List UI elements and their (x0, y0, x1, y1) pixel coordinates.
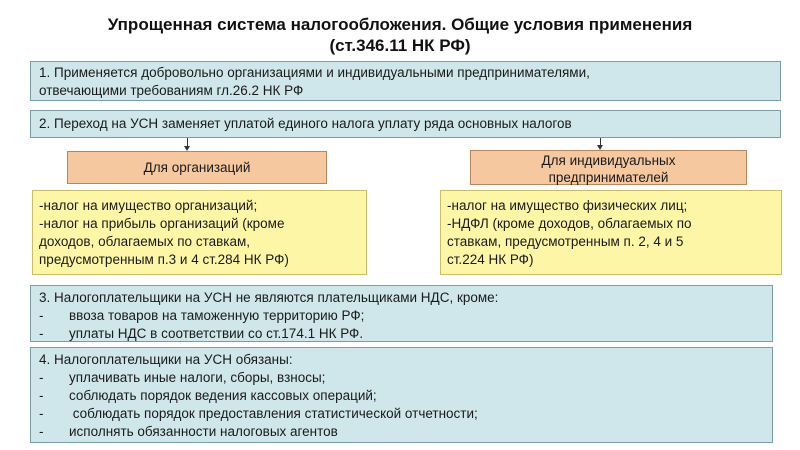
condition-3-heading: 3. Налогоплательщики на УСН не являются плательщиками НДС, кроме: (39, 290, 499, 305)
condition-3-box (30, 285, 773, 342)
organizations-header (67, 151, 327, 184)
list-item (39, 325, 764, 343)
page-title (0, 14, 800, 56)
entrepreneurs-tax-line: ставкам, предусмотренным п. 2, 4 и 5 (447, 234, 684, 249)
organizations-label: Для организаций (143, 160, 251, 175)
condition-1-box (30, 61, 781, 101)
list-item-text: исполнять обязанности налоговых агентов (69, 424, 338, 439)
condition-1-line-2: отвечающими требованиям гл.26.2 НК РФ (39, 83, 304, 98)
condition-2-box (30, 110, 781, 138)
dash-bullet: - (39, 424, 44, 439)
list-item (39, 307, 764, 325)
entrepreneurs-label-line-1: Для индивидуальных (541, 153, 676, 168)
dash-bullet: - (39, 308, 44, 323)
dash-bullet: - (39, 326, 44, 341)
entrepreneurs-header (470, 150, 747, 185)
title-line-1: Упрощенная система налогообложения. Общие условия применения (107, 15, 693, 34)
dash-bullet: - (39, 406, 44, 421)
list-item-text: уплаты НДС в соответствии со ст.174.1 НК РФ. (69, 326, 364, 341)
list-item-text: ввоза товаров на таможенную территорию РФ; (69, 308, 365, 323)
organizations-tax-line: предусмотренным п.3 и 4 ст.284 НК РФ) (39, 252, 289, 267)
condition-2-text: 2. Переход на УСН заменяет уплатой единого налога уплату ряда основных налогов (39, 116, 572, 131)
list-item (39, 423, 764, 441)
list-item (39, 387, 764, 405)
entrepreneurs-tax-line: -налог на имущество физических лиц; (447, 198, 688, 213)
organizations-tax-line: -налог на прибыль организаций (кроме (39, 216, 285, 231)
entrepreneurs-taxes-box (440, 190, 782, 275)
condition-1-line-1: 1. Применяется добровольно организациями и индивидуальными предпринимателями, (39, 65, 590, 80)
dash-bullet: - (39, 388, 44, 403)
title-line-2: (ст.346.11 НК РФ) (329, 36, 471, 55)
list-item (39, 405, 764, 423)
dash-bullet: - (39, 370, 44, 385)
list-item (39, 369, 764, 387)
organizations-tax-line: доходов, облагаемых по ставкам, (39, 234, 251, 249)
organizations-taxes-box (32, 190, 367, 275)
condition-4-box (30, 347, 773, 443)
entrepreneurs-label-line-2: предпринимателей (548, 170, 669, 185)
list-item-text: соблюдать порядок ведения кассовых операций; (69, 388, 377, 403)
entrepreneurs-tax-line: ст.224 НК РФ) (447, 252, 534, 267)
list-item-text: уплачивать иные налоги, сборы, взносы; (69, 370, 326, 385)
condition-4-heading: 4. Налогоплательщики на УСН обязаны: (39, 352, 293, 367)
entrepreneurs-tax-line: -НДФЛ (кроме доходов, облагаемых по (447, 216, 692, 231)
list-item-text: соблюдать порядок предоставления статистической отчетности; (69, 406, 478, 421)
organizations-tax-line: -налог на имущество организаций; (39, 198, 258, 213)
